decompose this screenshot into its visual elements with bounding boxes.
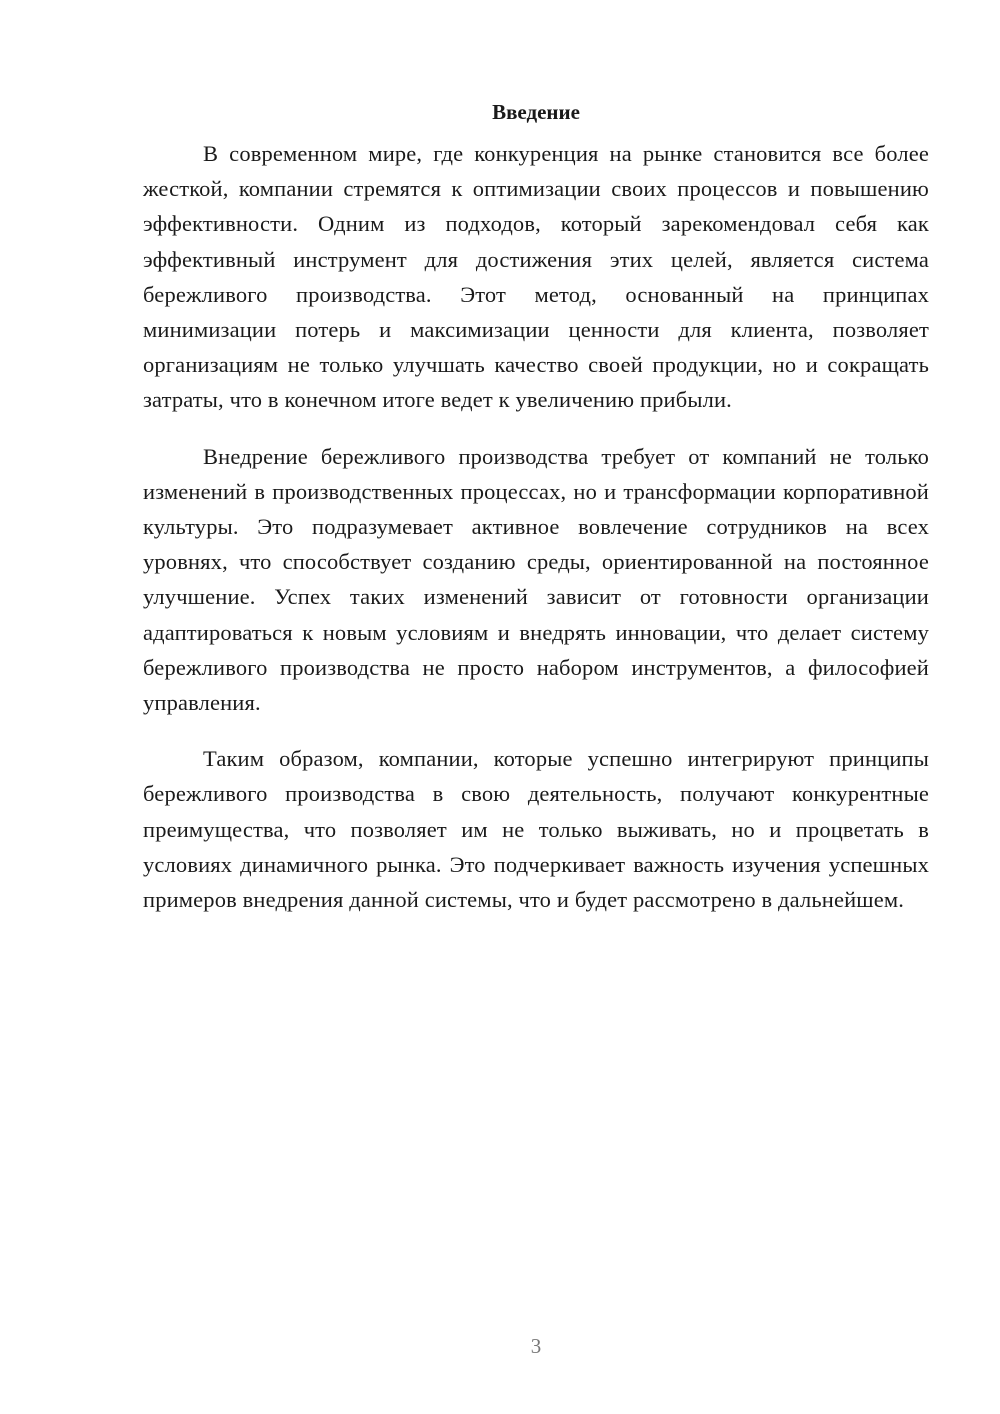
page-number: 3 xyxy=(530,1334,542,1358)
paragraph-implementation: Внедрение бережливого производства требует от компаний не только изменений в производственных процессах, но и трансформации корпоративной культуры. Это подразумевает активное вовлечение сотрудников на всех уровнях, что способствует созданию среды, ориентированной на постоянное улучшение. Успех таких изменений зависит от готовности организации адаптироваться к новым условиям и внедрять инновации, что делает систему бережливого производства не просто набором инструментов, а философией управления. xyxy=(143,443,929,716)
paragraph-intro: В современном мире, где конкуренция на рынке становится все более жесткой, компании стремятся к оптимизации своих процессов и повышению эффективности. Одним из подходов, который зарекомендовал себя как эффективный инструмент для достижения этих целей, является система бережливого производства. Этот метод, основанный на принципах минимизации потерь и максимизации ценности для клиента, позволяет организациям не только улучшать качество своей продукции, но и сокращать затраты, что в конечном итоге ведет к увеличению прибыли. xyxy=(143,141,929,413)
paragraph-conclusion: Таким образом, компании, которые успешно интегрируют принципы бережливого производства в свою деятельность, получают конкурентные преимущества, что позволяет им не только выживать, но и процветать в условиях динамичного рынка. Это подчеркивает важность изучения успешных примеров внедрения данной системы, что и будет рассмотрено в дальнейшем. xyxy=(143,746,929,913)
section-title: Введение xyxy=(492,100,580,124)
page-content xyxy=(143,97,929,917)
